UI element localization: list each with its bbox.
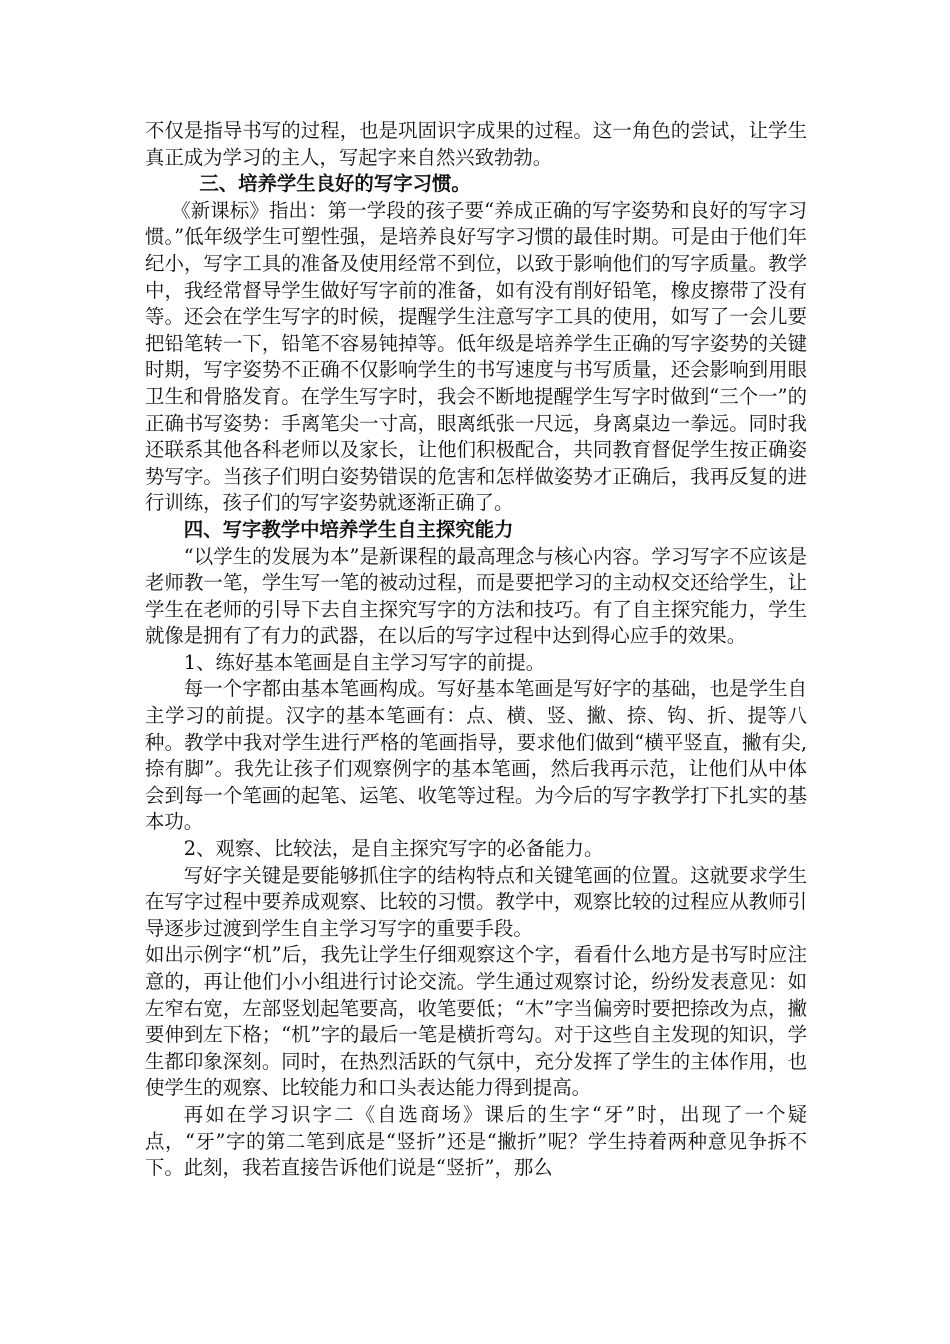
paragraph-observe-compare: 写好字关键是要能够抓住字的结构特点和关键笔画的位置。这就要求学生在写字过程中要养成观察、比较的习惯。教学中，观察比较的过程应从教师引导逐步过渡到学生自主学习写字的重要手段。 [145,863,807,940]
subheading-basic-strokes: 1、练好基本笔画是自主学习写字的前提。 [183,650,546,674]
document-page [145,118,807,1182]
subheading-observe-compare: 2、观察、比较法，是自主探究写字的必备能力。 [183,837,604,861]
section-heading-3: 三、培养学生良好的写字习惯。 [199,172,471,196]
paragraph-standards: 《新课标》指出：第一学段的孩子要“养成正确的写字姿势和良好的写字习惯。”低年级学生可塑性强，是培养良好写字习惯的最佳时期。可是由于他们年纪小，写字工具的准备及使用经常不到位，以致于影响他们的写字质量。教学中，我经常督导学生做好写字前的准备，如有没有削好铅笔，橡皮擦带了没有等。还会在学生写字的时候，提醒学生注意写字工具的使用，如写了一会儿要把铅笔转一下，铅笔不容易钝掉等。低年级是培养学生正确的写字姿势的关键时期，写字姿势不正确不仅影响学生的书写速度与书写质量，还会影响到用眼卫生和骨胳发育。在学生写字时，我会不断地提醒学生写字时做到“三个一”的正确书写姿势：手离笔尖一寸高，眼离纸张一尺远，身离桌边一拳远。同时我还联系其他各科老师以及家长，让他们积极配合，共同教育督促学生按正确姿势写字。当孩子们明白姿势错误的危害和怎样做姿势才正确后，我再反复的进行训练，孩子们的写字姿势就逐渐正确了。 [145,198,807,515]
paragraph-intro: 不仅是指导书写的过程，也是巩固识字成果的过程。这一角色的尝试，让学生真正成为学习的主人，写起字来自然兴致勃勃。 [145,119,807,169]
paragraph-student-centered: “以学生的发展为本”是新课程的最高理念与核心内容。学习写字不应该是老师教一笔，学生写一笔的被动过程，而是要把学习的主动权交还给学生，让学生在老师的引导下去自主探究写字的方法和技巧。有了自主探究能力，学生就像是拥有了有力的武器，在以后的写字过程中达到得心应手的效果。 [145,544,807,648]
paragraph-example-ya: 再如在学习识字二《自选商场》课后的生字“牙”时，出现了一个疑点，“牙”字的第二笔到底是“竖折”还是“撇折”呢？学生持着两种意见争拆不下。此刻，我若直接告诉他们说是“竖折”，那么 [145,1102,807,1180]
section-heading-4: 四、写字教学中培养学生自主探究能力 [183,517,514,541]
paragraph-basic-strokes: 每一个字都由基本笔画构成。写好基本笔画是写好字的基础，也是学生自主学习的前提。汉字的基本笔画有：点、横、竖、撇、捺、钩、折、提等八种。教学中我对学生进行严格的笔画指导，要求他们做到“横平竖直，撇有尖,捺有脚”。我先让孩子们观察例字的基本笔画，然后我再示范，让他们从中体会到每一个笔画的起笔、运笔、收笔等过程。为今后的写字教学打下扎实的基本功。 [145,677,807,834]
paragraph-example-ji: 如出示例字“机”后，我先让学生仔细观察这个字，看看什么地方是书写时应注意的，再让他们小小组进行讨论交流。学生通过观察讨论，纷纷发表意见：如左窄右宽，左部竖划起笔要高，收笔要低；“木”字当偏旁时要把捺改为点，撇要伸到左下格；“机”字的最后一笔是横折弯勾。对于这些自主发现的知识，学生都印象深刻。同时，在热烈活跃的气氛中，充分发挥了学生的主体作用，也使学生的观察、比较能力和口头表达能力得到提高。 [145,943,807,1100]
